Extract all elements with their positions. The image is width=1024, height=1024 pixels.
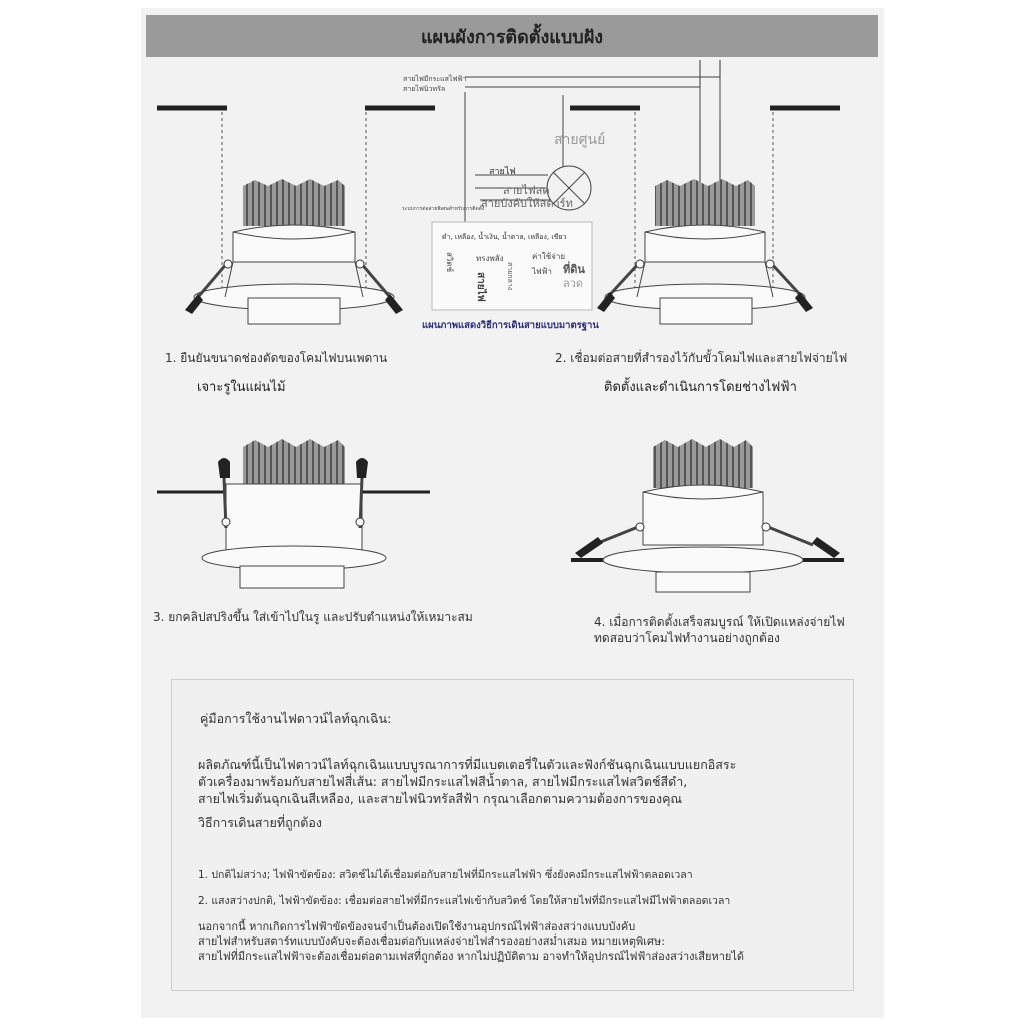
manual-item-2: 2. แสงสว่างปกติ, ไฟฟ้าขัดข้อง: เชื่อมต่อสายไฟที่มีกระแสไฟเข้ากับสวิตช์ โดยให้สายไฟที่มีกระแสไฟมีไฟฟ้าตลอดเวลา (198, 895, 731, 907)
step4-caption: 4. เมื่อการติดตั้งเสร็จสมบูรณ์ ให้เปิดแหล่งจ่ายไฟ (594, 615, 845, 629)
emergency-label-2: สายบังคับให้สตาร์ท (481, 197, 573, 210)
wiring-top-label-2: สายไฟนิวทรัล (403, 85, 446, 93)
manual-note-1: นอกจากนี้ หากเกิดการไฟฟ้าขัดข้องจนจำเป็นต้องเปิดใช้งานอุปกรณ์ไฟฟ้าส่องสว่างแบบบังคับ (198, 920, 636, 933)
diagram-caption: แผนภาพแสดงวิธีการเดินสายแบบมาตรฐาน (422, 320, 599, 331)
col-switch: สวิตช์ (445, 252, 454, 272)
manual-para-3: สายไฟเริ่มต้นฉุกเฉินสีเหลือง, และสายไฟนิวทรัลสีฟ้า กรุณาเลือกตามความต้องการของคุณ (198, 791, 683, 806)
col-cost: ค่าใช้จ่าย (532, 252, 566, 261)
step4-subcaption: ทดสอบว่าโคมไฟทำงานอย่างถูกต้อง (594, 631, 780, 645)
manual-box (171, 679, 854, 991)
manual-note-2: สายไฟสำหรับสตาร์ทแบบบังคับจะต้องเชื่อมต่อกับแหล่งจ่ายไฟสำรองอย่างสม่ำเสมอ หมายเหตุพิเศษ: (198, 935, 665, 948)
step1-caption: 1. ยืนยันขนาดช่องตัดของโคมไฟบนเพดาน (165, 351, 388, 365)
manual-para-1: ผลิตภัณฑ์นี้เป็นไฟดาวน์ไลท์ฉุกเฉินแบบบูรณาการที่มีแบตเตอรี่ในตัวและฟังก์ชันฉุกเฉินแบบแยกอิสระ (198, 757, 737, 772)
col-wire: ลวด (563, 277, 584, 290)
step1-illustration (157, 108, 435, 324)
page-title: แผนผังการติดตั้งแบบฝัง (146, 15, 878, 57)
manual-para-2: ตัวเครื่องมาพร้อมกับสายไฟสี่เส้น: สายไฟมีกระแสไฟสีน้ำตาล, สายไฟมีกระแสไฟสวิตช์สีดำ, (198, 774, 688, 789)
step2-subcaption: ติดตั้งและดำเนินการโดยช่างไฟฟ้า (604, 380, 797, 395)
step2-illustration (570, 60, 840, 324)
step1-subcaption: เจาะรูในแผ่นไม้ (197, 380, 286, 395)
step3-caption: 3. ยกคลิปสปริงขึ้น ใส่เข้าไปในรู และปรับตำแหน่งให้เหมาะสม (153, 610, 473, 624)
col-powerful: ทรงพลัง (476, 254, 504, 263)
col-ground: ที่ดิน (563, 263, 585, 276)
step2-caption: 2. เชื่อมต่อสายที่สำรองไว้กับขั้วโคมไฟและสายไฟจ่ายไฟ (555, 351, 848, 365)
manual-item-1: 1. ปกติไม่สว่าง; ไฟฟ้าขัดข้อง: สวิตช์ไม่ได้เชื่อมต่อกับสายไฟที่มีกระแสไฟฟ้า ซึ่งยังคงมีกระแสไฟฟ้าตลอดเวลา (198, 869, 693, 881)
neutral-label: สายศูนย์ (554, 132, 606, 148)
col-live-wire: สายไฟ (475, 272, 486, 302)
col-neutral: สายกลาง (506, 262, 514, 291)
step3-illustration (157, 439, 430, 588)
emergency-label-1: สายไฟสด (503, 184, 550, 197)
wiring-top-label-1: สายไฟมีกระแสไฟฟ้า (403, 75, 467, 83)
manual-note-3: สายไฟที่มีกระแสไฟฟ้าจะต้องเชื่อมต่อตามเฟสที่ถูกต้อง หากไม่ปฏิบัติตาม อาจทำให้อุปกรณ์ไฟฟ้าส่องสว่างเสียหายได้ (198, 950, 745, 963)
color-row: ดำ, เหลือง, น้ำเงิน, น้ำตาล, เหลือง, เขียว (442, 233, 567, 241)
manual-title: คู่มือการใช้งานไฟดาวน์ไลท์ฉุกเฉิน: (200, 711, 392, 726)
step4-illustration (571, 439, 844, 592)
col-electric: ไฟฟ้า (532, 267, 552, 276)
live-label: สายไฟ (489, 167, 516, 177)
wiring-note-label: ระบบการต่อสายพิเศษสำหรับการติดตั้ง (402, 206, 485, 212)
manual-subtitle: วิธีการเดินสายที่ถูกต้อง (198, 815, 322, 830)
